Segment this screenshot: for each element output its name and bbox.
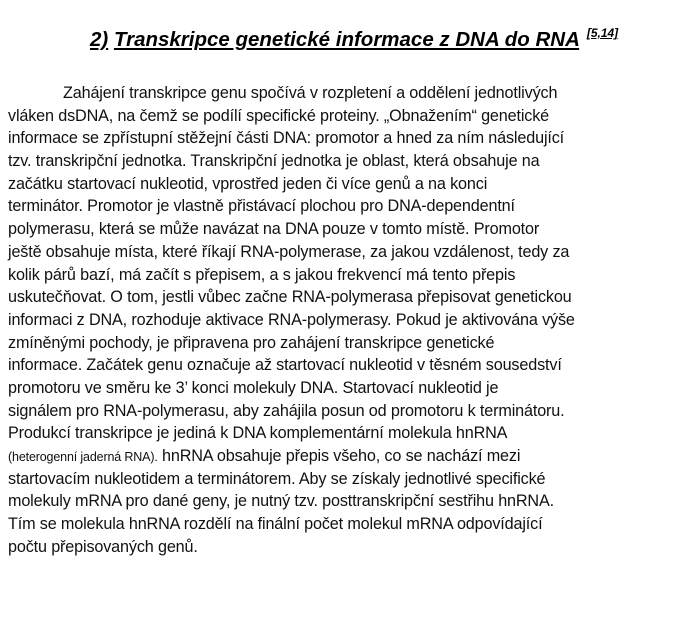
text-line: ještě obsahuje místa, které říkají RNA-polymerase, za jakou vzdálenost, tedy za [8, 242, 570, 261]
text-line: informace. Začátek genu označuje až startovací nukleotid v těsném sousedství [8, 356, 562, 375]
body-paragraph [8, 82, 687, 558]
text-line: startovacím nukleotidem a terminátorem. Aby se získaly jednotlivé specifické [8, 469, 546, 488]
section-number: 2) [90, 28, 109, 51]
text-line: informace se zpřístupní stěžejní části DNA: promotor a hned za ním následující [8, 129, 565, 148]
text-line: kolik párů bazí, má začít s přepisem, a s jakou frekvencí má tento přepis [8, 265, 516, 284]
text-line: Produkcí transkripce je jediná k DNA komplementární molekula hnRNA [8, 424, 508, 443]
text-line: promotoru ve směru ke 3’ konci molekuly DNA. Startovací nukleotid je [8, 378, 499, 397]
text-line: polymerasu, která se může navázat na DNA pouze v tomto místě. Promotor [8, 220, 540, 239]
section-title: Transkripce genetické informace z DNA do RNA [113, 28, 580, 51]
text-line: zmíněnými pochody, je připravena pro zahájení transkripce genetické [8, 333, 495, 352]
text-line: počtu přepisovaných genů. [8, 537, 198, 556]
text-line: signálem pro RNA-polymerasu, aby zahájila posun od promotoru k terminátoru. [8, 401, 565, 420]
text-line: vláken dsDNA, na čemž se podílí specifické proteiny. „Obnažením“ genetické [8, 106, 550, 125]
text-line: terminátor. Promotor je vlastně přistávací plochou pro DNA-dependentní [8, 197, 515, 216]
citation-reference: [5,14] [586, 26, 619, 40]
text-line: uskutečňovat. O tom, jestli vůbec začne RNA-polymerasa přepisovat genetickou [8, 288, 572, 307]
text-line: informaci z DNA, rozhoduje aktivace RNA-polymerasy. Pokud je aktivována výše [8, 310, 575, 329]
text-line: molekuly mRNA pro dané geny, je nutný tzv. posttranskripční sestřihu hnRNA. [8, 492, 554, 511]
section-heading [90, 26, 650, 52]
text-line: tzv. transkripční jednotka. Transkripční jednotka je oblast, která obsahuje na [8, 152, 540, 171]
text-line: Tím se molekula hnRNA rozdělí na finální počet molekul mRNA odpovídající [8, 515, 543, 534]
text-line: Zahájení transkripce genu spočívá v rozpletení a oddělení jednotlivých [63, 84, 558, 102]
text-fragment: hnRNA obsahuje přepis všeho, co se nachází mezi [157, 447, 521, 465]
hnrna-definition: (heterogenní jaderná RNA). [8, 450, 158, 464]
text-line [8, 445, 687, 468]
text-line: začátku startovací nukleotid, vprostřed jeden či více genů a na konci [8, 174, 488, 193]
